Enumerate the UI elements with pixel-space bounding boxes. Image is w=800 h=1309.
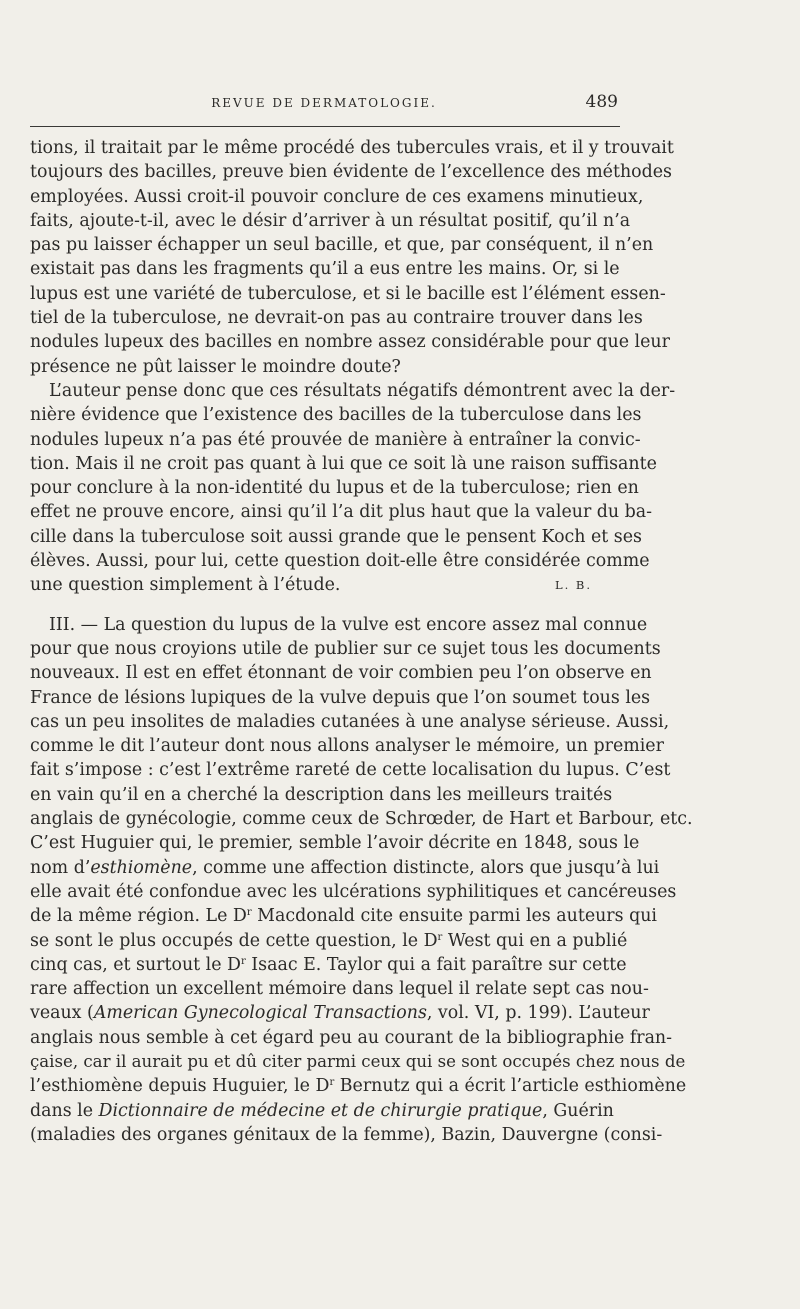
text-line: (maladies des organes génitaux de la femme), Bazin, Dauvergne (consi-	[30, 1124, 663, 1145]
paragraph-1	[30, 136, 674, 379]
text-line: tions, il traitait par le même procédé des tubercules vrais, et il y trouvait	[30, 138, 674, 158]
text-line: présence ne pût laisser le moindre doute?	[30, 356, 401, 377]
line-text: dans le Dictionnaire de médecine et de chirurgie pratique, Guérin	[30, 1100, 614, 1121]
text-line: nodules lupeux des bacilles en nombre assez considérable pour que leur	[30, 332, 670, 353]
text-line	[30, 904, 657, 928]
line-text: de la même région. Le $D^r$ Macdonald cite ensuite parmi les auteurs qui	[30, 906, 657, 927]
text-line: çaise, car il aurait pu et dû citer parmi ceux qui se sont occupés chez nous de	[30, 1051, 686, 1071]
line-text: l’esthiomène depuis Huguier, le $D^r$ Bernutz qui a écrit l’article esthiomène	[30, 1076, 687, 1097]
text-line: existait pas dans les fragments qu’il a eus entre les mains. Or, si le	[30, 259, 620, 280]
text-line: pas pu laisser échapper un seul bacille, et que, par conséquent, il n’en	[30, 235, 654, 256]
text-line	[30, 929, 628, 953]
text-line: pour que nous croyions utile de publier sur ce sujet tous les documents	[30, 638, 661, 659]
text-line	[30, 953, 627, 977]
text-line	[30, 1001, 650, 1025]
running-title: REVUE DE DERMATOLOGIE.	[211, 96, 437, 110]
text-line: elle avait été confondue avec les ulcérations syphilitiques et cancéreuses	[30, 881, 677, 902]
text-line: fait s’impose : c’est l’extrême rareté de cette localisation du lupus. C’est	[30, 760, 671, 781]
text-line: cas un peu insolites de maladies cutanées à une analyse sérieuse. Aussi,	[30, 711, 670, 732]
section-gap	[30, 598, 622, 613]
text-line	[30, 573, 622, 597]
text-line: nodules lupeux n’a pas été prouvée de manière à entraîner la convic-	[30, 429, 641, 450]
text-line: élèves. Aussi, pour lui, cette question doit-elle être considérée comme	[30, 551, 650, 572]
author-initials: L. B.	[554, 578, 592, 593]
paragraph-2	[30, 379, 676, 598]
text-line: tion. Mais il ne croit pas quant à lui que ce soit là une raison suffisante	[30, 453, 657, 474]
text-line: toujours des bacilles, preuve bien évidente de l’excellence des méthodes	[30, 162, 672, 183]
text-line: nière évidence que l’existence des bacilles de la tuberculose dans les	[30, 405, 642, 426]
line-text: se sont le plus occupés de cette question, le $D^r$ West qui en a publié	[30, 930, 628, 951]
text-line: anglais de gynécologie, comme ceux de Schrœder, de Hart et Barbour, etc.	[30, 809, 693, 830]
text-line: tiel de la tuberculose, ne devrait-on pas au contraire trouver dans les	[30, 308, 643, 329]
line-text: nom d’esthiomène, comme une affection distincte, alors que jusqu’à lui	[30, 857, 660, 878]
italic-title: Dictionnaire de médecine et de chirurgie pratique	[98, 1100, 543, 1121]
text-line: cille dans la tuberculose soit aussi grande que le pensent Koch et ses	[30, 526, 642, 547]
text-line: France de lésions lupiques de la vulve depuis que l’on soumet tous les	[30, 687, 651, 708]
text-line	[30, 856, 660, 880]
text-line: rare affection un excellent mémoire dans lequel il relate sept cas nou-	[30, 979, 649, 1000]
italic-title: American Gynecological Transactions	[93, 1003, 427, 1024]
page-number: 489	[585, 92, 618, 112]
text-line: faits, ajoute-t-il, avec le désir d’arriver à un résultat positif, qu’il n’a	[30, 210, 631, 231]
header-rule	[30, 126, 620, 127]
text-line: effet ne prouve encore, ainsi qu’il l’a dit plus haut que la valeur du ba-	[30, 502, 653, 523]
text-line: anglais nous semble à cet égard peu au courant de la bibliographie fran-	[30, 1027, 673, 1048]
line-text: une question simplement à l’étude.	[30, 575, 341, 596]
paragraph-3	[30, 613, 693, 1148]
body-text	[30, 136, 693, 1147]
text-line: C’est Huguier qui, le premier, semble l’avoir décrite en 1848, sous le	[30, 833, 640, 854]
text-line: L’auteur pense donc que ces résultats négatifs démontrent avec la der-	[49, 380, 676, 401]
text-line	[30, 1099, 622, 1123]
text-line	[30, 1074, 687, 1098]
line-text: veaux (American Gynecological Transactions, vol. VI, p. 199). L’auteur	[30, 1003, 650, 1024]
text-line: employées. Aussi croit-il pouvoir conclure de ces examens minutieux,	[30, 186, 644, 207]
text-line: lupus est une variété de tuberculose, et si le bacille est l’élément essen-	[30, 283, 666, 304]
text-line: III. — La question du lupus de la vulve est encore assez mal connue	[49, 614, 648, 635]
text-line: nouveaux. Il est en effet étonnant de voir combien peu l’on observe en	[30, 663, 652, 684]
text-line: en vain qu’il en a cherché la description dans les meilleurs traités	[30, 784, 613, 805]
page-header	[30, 92, 618, 114]
text-line: comme le dit l’auteur dont nous allons analyser le mémoire, un premier	[30, 736, 664, 757]
text-line: pour conclure à la non-identité du lupus et de la tuberculose; rien en	[30, 478, 639, 499]
italic-term: esthiomène	[90, 857, 193, 878]
line-text: cinq cas, et surtout le $D^r$ Isaac E. Taylor qui a fait paraître sur cette	[30, 954, 627, 975]
